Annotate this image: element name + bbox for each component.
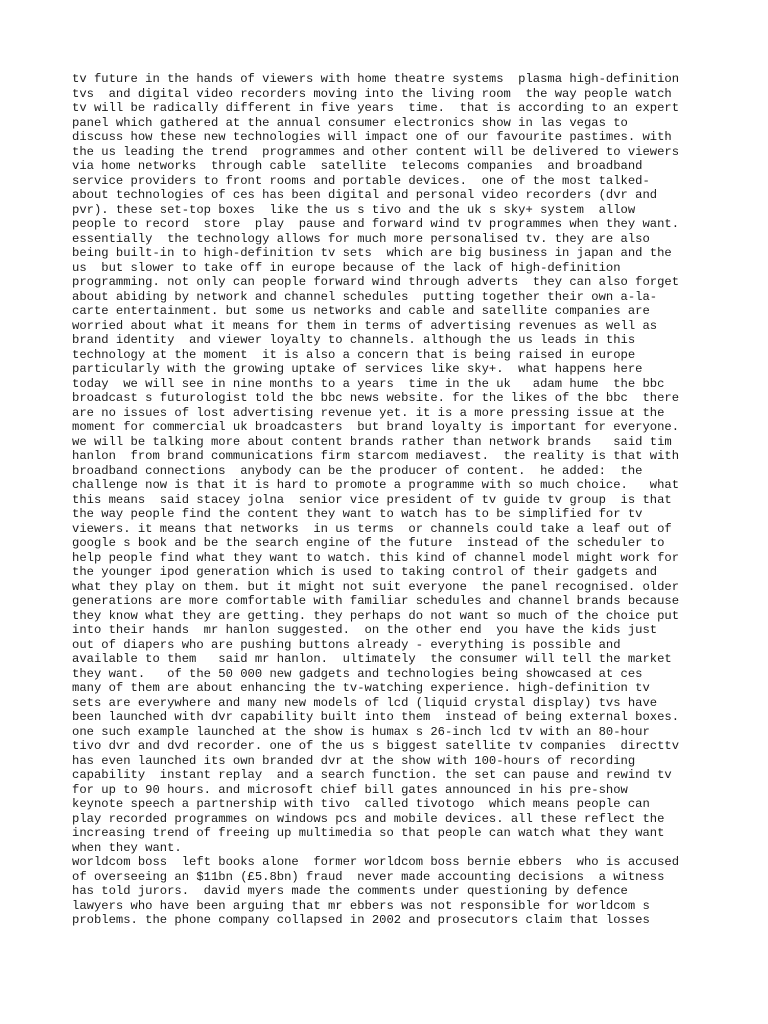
text-line: for up to 90 hours. and microsoft chief bill gates announced in his pre-show <box>72 782 628 797</box>
text-line: has even launched its own branded dvr at the show with 100-hours of recording <box>72 753 636 768</box>
text-line: we will be talking more about content brands rather than network brands said tim <box>72 434 672 449</box>
text-line: into their hands mr hanlon suggested. on the other end you have the kids just <box>72 623 658 637</box>
text-line: us but slower to take off in europe because of the lack of high-definition <box>72 260 621 275</box>
document-page <box>72 72 712 928</box>
text-line: broadcast s futurologist told the bbc news website. for the likes of the bbc there <box>72 391 680 405</box>
text-line: google s book and be the search engine of the future instead of the scheduler to <box>72 536 665 550</box>
text-line: when they want. <box>72 840 182 855</box>
text-line: hanlon from brand communications firm starcom mediavest. the reality is that with <box>72 449 680 463</box>
text-line: today we will see in nine months to a years time in the uk adam hume the bbc <box>72 376 665 391</box>
text-line: this means said stacey jolna senior vice president of tv guide tv group is that <box>72 492 672 507</box>
text-line: technology at the moment it is also a concern that is being raised in europe <box>72 347 636 362</box>
text-line: about technologies of ces has been digital and personal video recorders (dvr and <box>72 188 658 202</box>
text-line: worried about what it means for them in terms of advertising revenues as well as <box>72 318 658 333</box>
text-line: what they play on them. but it might not suit everyone the panel recognised. older <box>72 579 680 594</box>
text-line: sets are everywhere and many new models of lcd (liquid crystal display) tvs have <box>72 695 658 710</box>
text-line: broadband connections anybody can be the producer of content. he added: the <box>72 463 643 478</box>
text-line: viewers. it means that networks in us terms or channels could take a leaf out of <box>72 521 672 536</box>
text-line: panel which gathered at the annual consumer electronics show in las vegas to <box>72 115 628 130</box>
text-line: available to them said mr hanlon. ultimately the consumer will tell the market <box>72 652 672 666</box>
text-line: the younger ipod generation which is used to taking control of their gadgets and <box>72 565 658 579</box>
text-line: tivo dvr and dvd recorder. one of the us s biggest satellite tv companies directtv <box>72 739 680 753</box>
text-line: they want. of the 50 000 new gadgets and technologies being showcased at ces <box>72 666 643 681</box>
text-line: programming. not only can people forward wind through adverts they can also forget <box>72 275 680 289</box>
text-line: moment for commercial uk broadcasters but brand loyalty is important for everyone. <box>72 420 680 434</box>
text-line: has told jurors. david myers made the comments under questioning by defence <box>72 884 628 898</box>
text-line: the way people find the content they want to watch has to be simplified for tv <box>72 507 643 521</box>
text-line: of overseeing an $11bn (£5.8bn) fraud never made accounting decisions a witness <box>72 869 665 884</box>
text-line: worldcom boss left books alone former worldcom boss bernie ebbers who is accused <box>72 855 680 869</box>
text-line: help people find what they want to watch. this kind of channel model might work for <box>72 550 680 565</box>
text-line: generations are more comfortable with familiar schedules and channel brands because <box>72 594 680 608</box>
text-line: via home networks through cable satellite telecoms companies and broadband <box>72 159 643 173</box>
text-line: keynote speech a partnership with tivo called tivotogo which means people can <box>72 797 650 811</box>
text-line: brand identity and viewer loyalty to channels. although the us leads in this <box>72 333 636 347</box>
text-line: essentially the technology allows for much more personalised tv. they are also <box>72 231 650 246</box>
text-line: service providers to front rooms and portable devices. one of the most talked- <box>72 173 650 188</box>
text-line: one such example launched at the show is humax s 26-inch lcd tv with an 80-hour <box>72 724 650 739</box>
text-line: capability instant replay and a search function. the set can pause and rewind tv <box>72 768 672 782</box>
text-line: they know what they are getting. they perhaps do not want so much of the choice put <box>72 608 680 623</box>
text-line: been launched with dvr capability built into them instead of being external boxes. <box>72 710 680 724</box>
text-line: out of diapers who are pushing buttons already - everything is possible and <box>72 637 621 652</box>
text-line: are no issues of lost advertising revenue yet. it is a more pressing issue at the <box>72 405 665 420</box>
text-line: tvs and digital video recorders moving into the living room the way people watch <box>72 86 672 101</box>
text-line: problems. the phone company collapsed in 2002 and prosecutors claim that losses <box>72 913 650 927</box>
text-line: about abiding by network and channel schedules putting together their own a-la- <box>72 289 658 304</box>
text-line: pvr). these set-top boxes like the us s tivo and the uk s sky+ system allow <box>72 202 636 217</box>
text-line: particularly with the growing uptake of services like sky+. what happens here <box>72 362 643 376</box>
text-line: increasing trend of freeing up multimedia so that people can watch what they want <box>72 826 665 840</box>
text-line: the us leading the trend programmes and other content will be delivered to viewers <box>72 144 680 159</box>
text-line: play recorded programmes on windows pcs and mobile devices. all these reflect the <box>72 811 665 826</box>
text-line: tv future in the hands of viewers with home theatre systems plasma high-definition <box>72 72 680 86</box>
text-line: many of them are about enhancing the tv-watching experience. high-definition tv <box>72 681 650 695</box>
text-line: lawyers who have been arguing that mr ebbers was not responsible for worldcom s <box>72 898 650 913</box>
text-line: being built-in to high-definition tv sets which are big business in japan and the <box>72 246 672 260</box>
text-line: challenge now is that it is hard to promote a programme with so much choice. what <box>72 478 680 492</box>
text-line: carte entertainment. but some us networks and cable and satellite companies are <box>72 304 650 318</box>
text-line: tv will be radically different in five years time. that is according to an expert <box>72 101 680 115</box>
text-line: discuss how these new technologies will impact one of our favourite pastimes. with <box>72 130 672 144</box>
text-line: people to record store play pause and forward wind tv programmes when they want. <box>72 217 680 231</box>
